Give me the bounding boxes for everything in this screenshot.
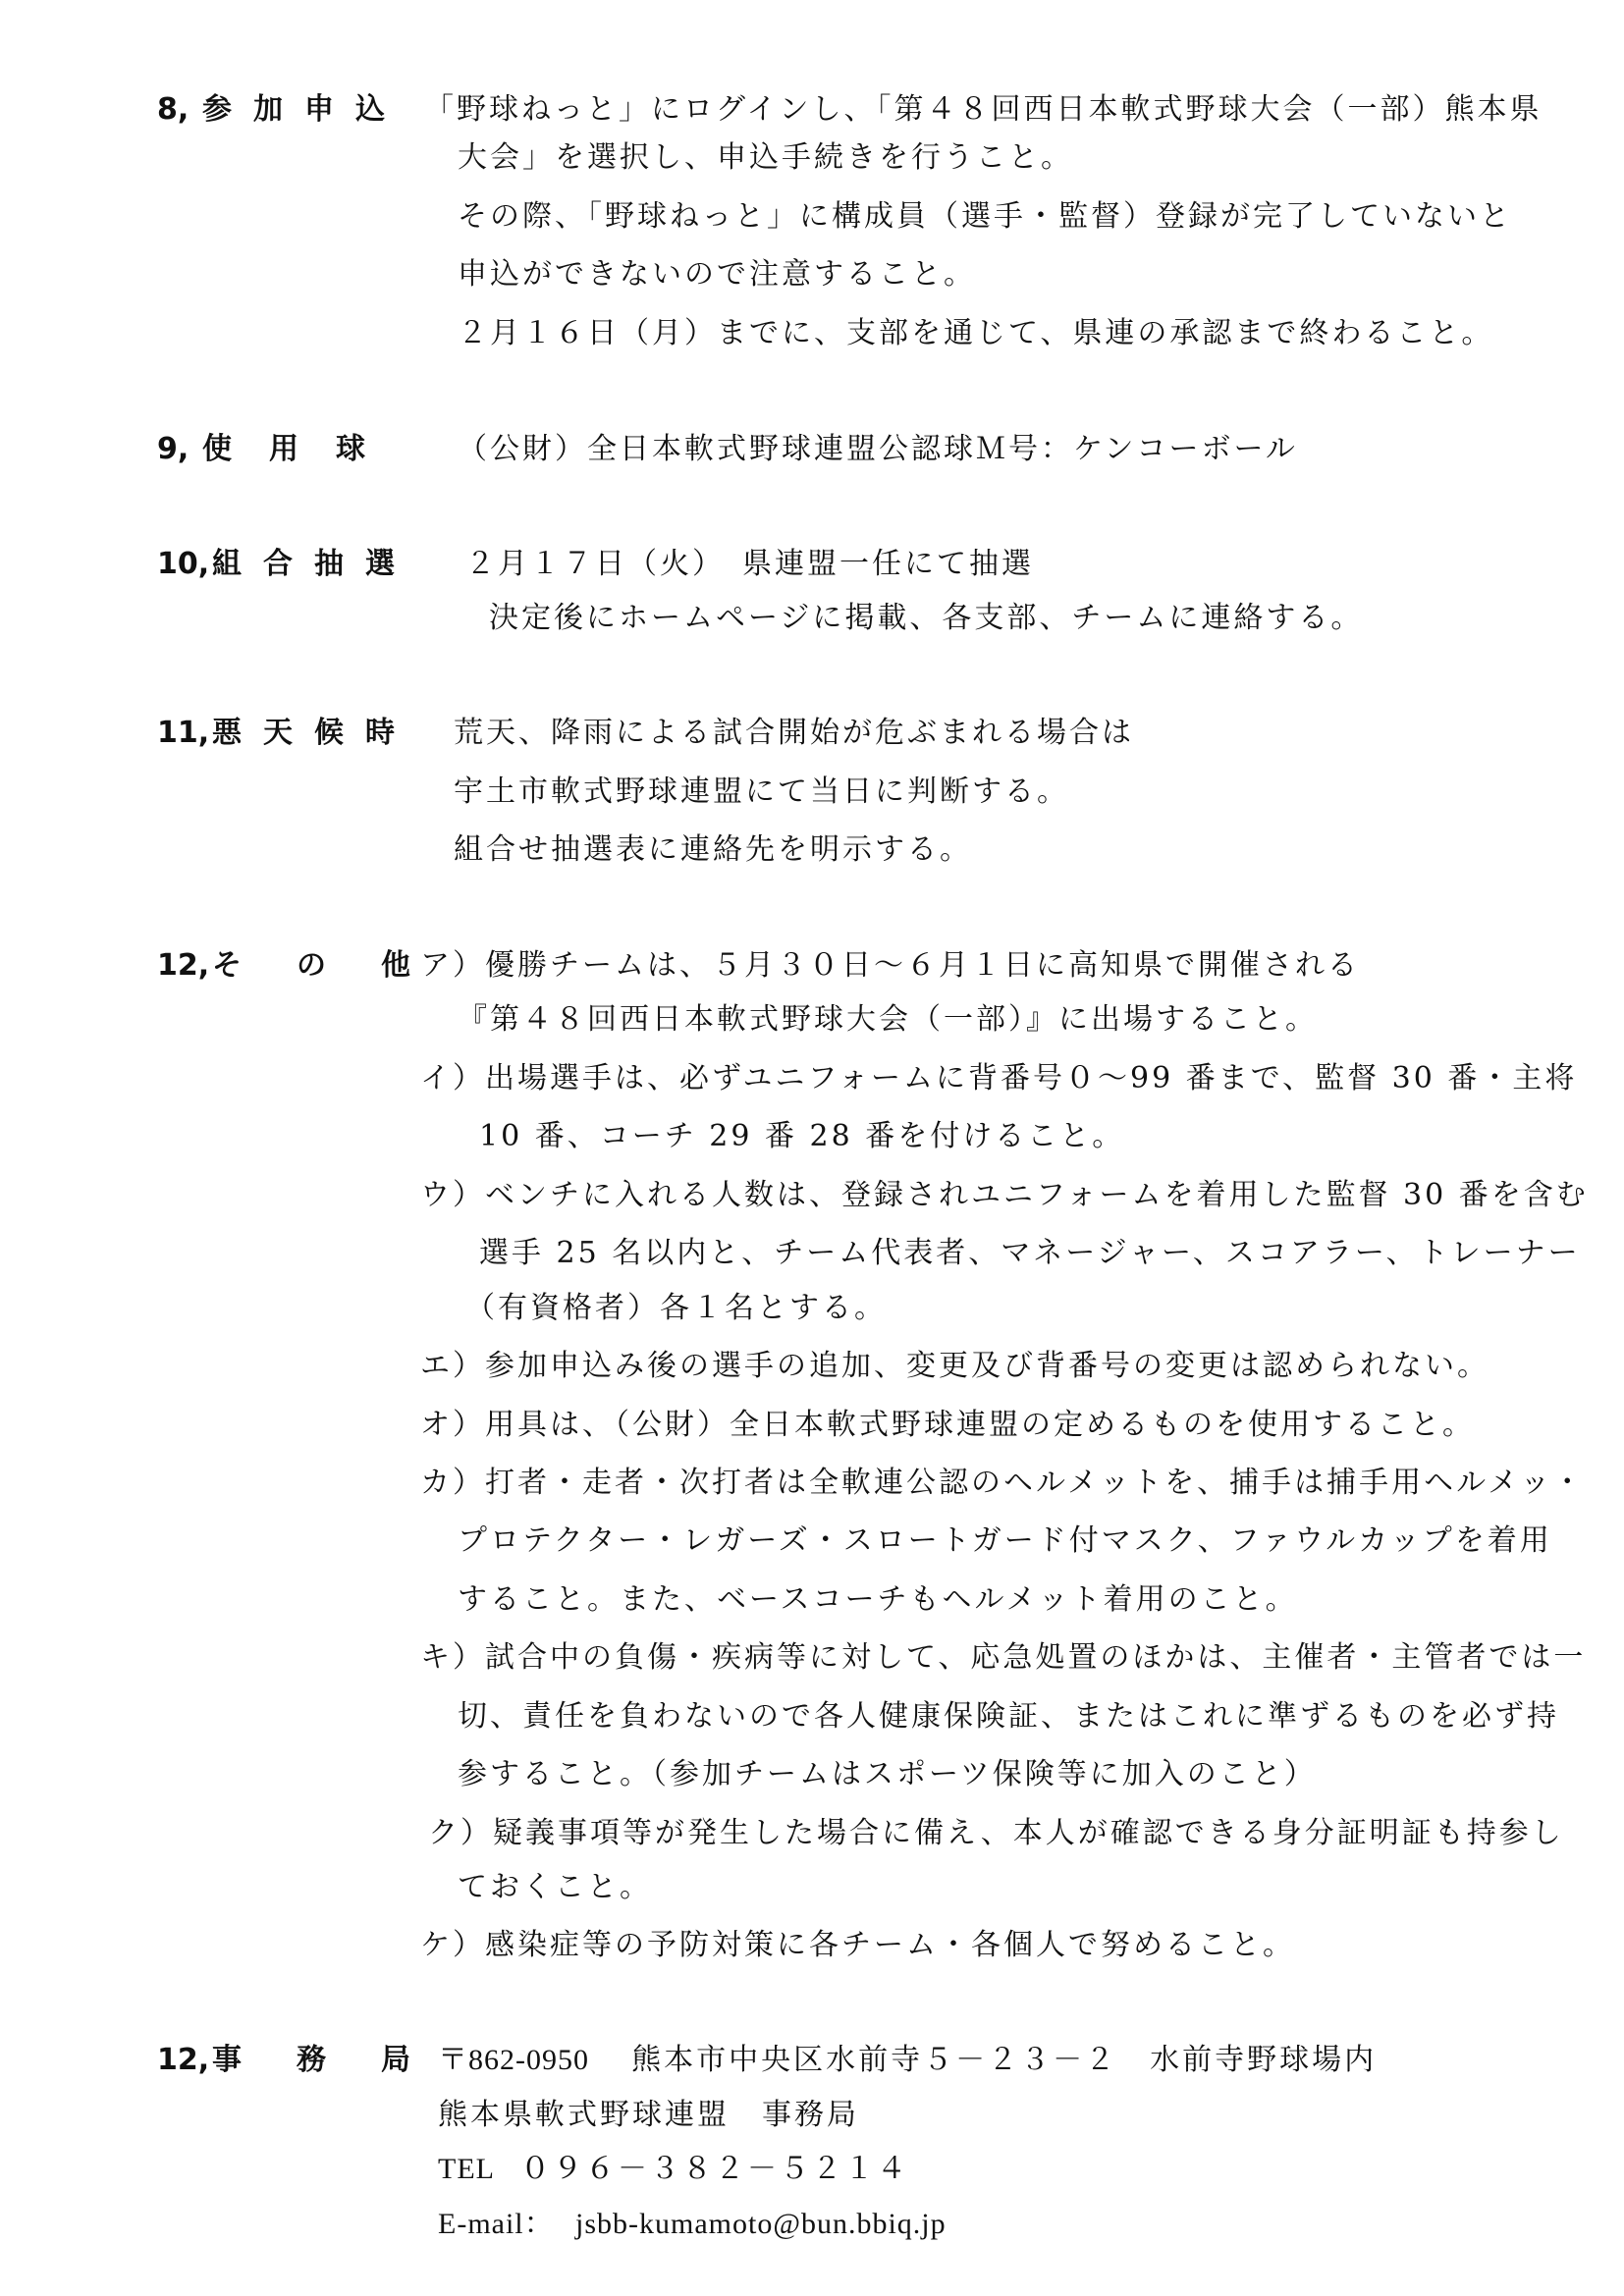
- other-item-ku-line-2: ておくこと。: [458, 1870, 652, 1904]
- other-item-ki-line-1: キ）試合中の負傷・疾病等に対して、応急処置のほかは、主催者・主管者では一: [420, 1640, 1587, 1675]
- section-number: 12,: [157, 2043, 210, 2077]
- section-11-heading: [157, 714, 416, 753]
- section-label: 参加申込: [202, 92, 406, 127]
- other-item-e-line-1: エ）参加申込み後の選手の追加、変更及び背番号の変更は認められない。: [420, 1349, 1489, 1383]
- other-item-u-line-1: ウ）ベンチに入れる人数は、登録されユニフォームを着用した監督 30 番を含む: [420, 1178, 1589, 1212]
- section-label: 使用球: [202, 432, 403, 466]
- office-organization: 熊本県軟式野球連盟 事務局: [438, 2098, 859, 2132]
- office-address-line: [438, 2041, 1377, 2080]
- other-item-ka-line-2: プロテクター・レガーズ・スロートガード付マスク、ファウルカップを着用: [458, 1523, 1552, 1558]
- other-item-ku-line-1: ク）疑義事項等が発生した場合に備え、本人が確認できる身分証明証も持参し: [428, 1816, 1564, 1850]
- tel-number: ０９６－３８２－５２１４: [520, 2152, 909, 2186]
- section-number: 10,: [157, 547, 210, 581]
- other-item-i-line-1: イ）出場選手は、必ずユニフォームに背番号０～99 番まで、監督 30 番・主将: [420, 1061, 1578, 1095]
- other-item-ki-line-3: 参すること。（参加チームはスポーツ保険等に加入のこと）: [458, 1757, 1317, 1791]
- office-tel-line: [438, 2150, 909, 2189]
- section-8-line-5: ２月１６日（月）までに、支部を通じて、県連の承認まで終わること。: [458, 316, 1494, 350]
- section-8-line-2: 大会」を選択し、申込手続きを行うこと。: [458, 140, 1073, 175]
- section-8-line-3: その際、「野球ねっと」に構成員（選手・監督）登録が完了していないと: [458, 199, 1512, 234]
- other-item-ki-line-2: 切、責任を負わないので各人健康保険証、またはこれに準ずるものを必ず持: [458, 1699, 1559, 1734]
- office-heading: [157, 2041, 465, 2080]
- other-item-ka-line-3: すること。また、ベースコーチもヘルメット着用のこと。: [458, 1582, 1298, 1617]
- postal-code: 〒862-0950: [438, 2044, 589, 2076]
- section-number: 8,: [157, 92, 189, 127]
- email-label: E-mail：: [438, 2208, 555, 2240]
- section-11-line-3: 組合せ抽選表に連絡先を明示する。: [454, 832, 972, 867]
- section-11-line-1: 荒天、降雨による試合開始が危ぶまれる場合は: [454, 716, 1134, 750]
- section-10-line-1: ２月１７日（火） 県連盟一任にて抽選: [465, 547, 1034, 581]
- section-number: 12,: [157, 948, 210, 983]
- section-10-line-2: 決定後にホームページに掲載、各支部、チームに連絡する。: [489, 601, 1364, 635]
- other-item-ka-line-1: カ）打者・走者・次打者は全軟連公認のヘルメットを、捕手は捕手用ヘルメッ・: [420, 1466, 1586, 1500]
- section-label: 組合抽選: [212, 547, 416, 581]
- section-number: 11,: [157, 716, 210, 750]
- section-11-line-2: 宇土市軟式野球連盟にて当日に判断する。: [454, 774, 1069, 809]
- other-item-i-line-2: 10 番、コーチ 29 番 28 番を付けること。: [479, 1119, 1125, 1153]
- section-9-heading: [157, 430, 403, 469]
- section-8-line-1: 「野球ねっと」にログインし、「第４８回西日本軟式野球大会（一部）熊本県: [424, 92, 1543, 127]
- other-item-a-line-2: 『第４８回西日本軟式野球大会（一部）』に出場すること。: [458, 1002, 1318, 1037]
- other-item-u-line-3: （有資格者）各１名とする。: [465, 1291, 887, 1325]
- section-label: その他: [212, 948, 465, 983]
- other-item-ke-line-1: ケ）感染症等の予防対策に各チーム・各個人で努めること。: [420, 1928, 1295, 1962]
- other-item-o-line-1: オ）用具は、（公財）全日本軟式野球連盟の定めるものを使用すること。: [420, 1408, 1475, 1442]
- section-8-heading: [157, 90, 406, 130]
- email-address[interactable]: jsbb-kumamoto@bun.bbiq.jp: [575, 2208, 947, 2240]
- section-label: 事務局: [212, 2043, 465, 2077]
- section-number: 9,: [157, 432, 189, 466]
- office-email-line: [438, 2205, 947, 2244]
- other-item-u-line-2: 選手 25 名以内と、チーム代表者、マネージャー、スコアラー、トレーナー: [479, 1236, 1581, 1270]
- section-12-heading: [157, 946, 465, 986]
- section-label: 悪天候時: [212, 716, 416, 750]
- section-9-line-1: （公財）全日本軟式野球連盟公認球Ｍ号：ケンコーボール: [458, 432, 1298, 466]
- other-item-a-line-1: ア）優勝チームは、５月３０日～６月１日に高知県で開催される: [420, 948, 1360, 983]
- tel-label: TEL: [438, 2153, 495, 2185]
- office-address: 熊本市中央区水前寺５－２３－２ 水前寺野球場内: [631, 2043, 1378, 2077]
- section-10-heading: [157, 545, 416, 584]
- section-8-line-4: 申込ができないので注意すること。: [458, 257, 976, 292]
